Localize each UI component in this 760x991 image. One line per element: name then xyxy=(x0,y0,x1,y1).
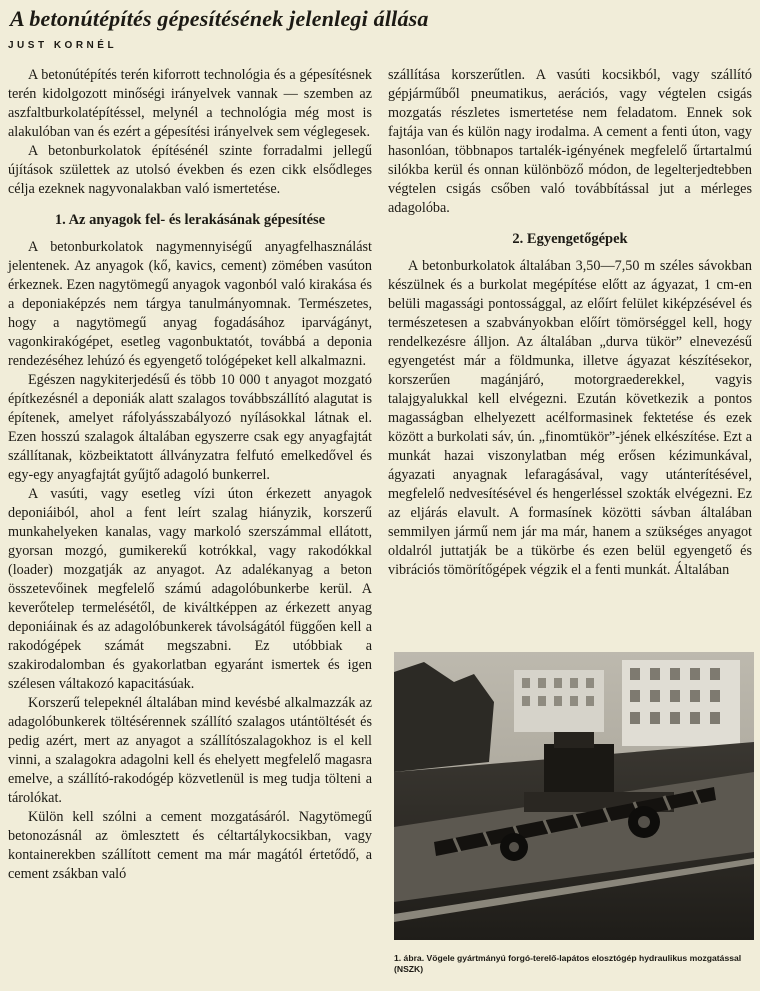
body-paragraph: Külön kell szólni a cement mozgatásáról. Nagytömegű betonozásnál az ömlesztett és céltartálykocsikban, vagy kontainerekben szállított cement ma már magától értetődő, a cement zsákban való xyxy=(8,809,372,882)
figure-photo xyxy=(394,652,754,940)
body-paragraph: Korszerű telepeknél általában mind kevésbé alkalmazzák az adagolóbunkerek töltésérennek szállító szalagos utántöltését és pedig azért, mert az anyagot a szállítószalagokhoz is el kell vinni, a szalagokra adagolni kell és ehelyett megfelelő magasra emelve, a szállító-rakodógép közvetlenül is meg tudja tölteni a tárolókat. xyxy=(8,695,372,806)
body-paragraph: A betonburkolatok nagymennyiségű anyagfelhasználást jelentenek. Az anyagok (kő, kavics, cement) zömében vasúton érkeznek. Ezen nagytömegű anyagok vagonból való kirakása és a deponiaképzés nem tárgya tanulmányomnak. Természetes, hogy a nagytömegű anyag fogadásához iparvágányt, vagonkirakógépet, esetleg vagonbuktatót, továbbá a deponia rendezéséhez lehúzó és egyengető tológépeket kell alkalmazni. xyxy=(8,239,372,369)
paving-machine-photo xyxy=(394,652,754,940)
body-paragraph: A betonburkolatok általában 3,50—7,50 m széles sávokban készülnek és a burkolat megépítése előtt az ágyazat, 1 cm-en belüli magassági pontossággal, az előírt felület kiképzésével és természetesen a szabványokban előírt tömörséggel kell, hogy rendelkezésre álljon. Az általában „durva tükör” elnevezésű egyengetést már a földmunka, illetve ágyazat készítésekor, korszerűen magánjáró, motorgraederekkel, vagyis talajgyalukkal kell elvégezni. Ezután következik a pontos magasságban elhelyezett acélformasinek fektetése és ezek között a burkolati sáv, ún. „finomtükör”-jének elkészítése. Ezt a munkát hazai viszonylatban még erősen kézimunkával, ágyazati anyagnak lefaragásával, vagy utánterítésével, megfelelő nedvesítésével és hengerléssel szokták elvégezni. Ez az eljárás elavult. A formasínek közötti sávban általában semmilyen jármű nem jár ma már, hanem a szükséges anyagot oldalról juttatják be a tükörbe és ezen belül egyengető és vibrációs tömörítőgépek végzik el a fenti munkát. Általában xyxy=(388,258,752,578)
article-title: A betonútépítés gépesítésének jelenlegi állása xyxy=(10,6,429,31)
figure-caption: 1. ábra. Vögele gyártmányú forgó-terelő-lapátos elosztógép hydraulikus mozgatással (NSZK) xyxy=(394,953,742,974)
continued-paragraph: szállítása korszerűtlen. A vasúti kocsikból, vagy szállító gépjárműből pneumatikus, aerációs, vagy végtelen csigás mozgatás részletes ismertetése nem feladatom. Ennek sok fajtája van és külön nagy irodalma. A cement a fenti úton, vagy hasonlóan, többnapos tartalék-igényének megfelelő űrtartalmú silókba kerül és onnan különböző módon, de legelterjedtebben végtelen csigás csőben való továbbítással jut a mérleges adagolóba. xyxy=(388,67,752,216)
intro-paragraph: A betonútépítés terén kiforrott technológia és a gépesítésnek terén kidolgozott minőségi irányelvek vannak — szemben az aszfaltburkolatépítéssel, melynél a technológia még most is alakulóban van és ezért a gépesítési irányelvek sem véglegesek. xyxy=(8,67,372,140)
right-column xyxy=(388,66,752,580)
section-heading-2: 2. Egyengetőgépek xyxy=(512,231,628,247)
body-paragraph: Egészen nagykiterjedésű és több 10 000 t anyagot mozgató építkezésnél a deponiák alatt szalagos továbbszállító alagutat is építenek, amelyet ráfolyásszabályozó nyílásokkal látnak el. Ezen hosszú szalagok általában egyszerre csak egy anyagfajtát szállítanak, közbeiktatott állványzatra felfutó emelkedővel és egy-egy anyagfajtát gyűjtő adagoló bunkerrel. xyxy=(8,372,372,483)
section-heading-1: 1. Az anyagok fel- és lerakásának gépesítése xyxy=(54,212,326,228)
body-paragraph: A vasúti, vagy esetleg vízi úton érkezett anyagok deponiáiból, ahol a fent leírt szalag hiányzik, korszerű munkahelyeken kanalas, vagy markoló szerszámmal ellátott, gyorsan mozgó, gumikerekű kotrókkal, vagy rakodókkal (loader) mozgatják az anyagot. Az adalékanyag a beton összetevőinek megfelelő számú adagolóbunkerbe kerül. A keverőtelep termelésétől, de kiváltképpen az érkezett anyag deponiáinak és az adagolóbunkerek távolságától függően kell a rakodógépek számát megszabni. Ez utóbbiak a szakirodalomban és gyakorlatban egyaránt ismertek és igen szélesen váltakozó kapacitásúak. xyxy=(8,486,372,692)
intro-paragraph: A betonburkolatok építésénél szinte forradalmi jellegű újítások születtek az utolsó években és ezen cikk elsődleges célja ezeknek nagyvonalakban való ismertetése. xyxy=(8,143,372,197)
left-column xyxy=(8,66,372,884)
article-author: JUST KORNÉL xyxy=(8,40,118,51)
